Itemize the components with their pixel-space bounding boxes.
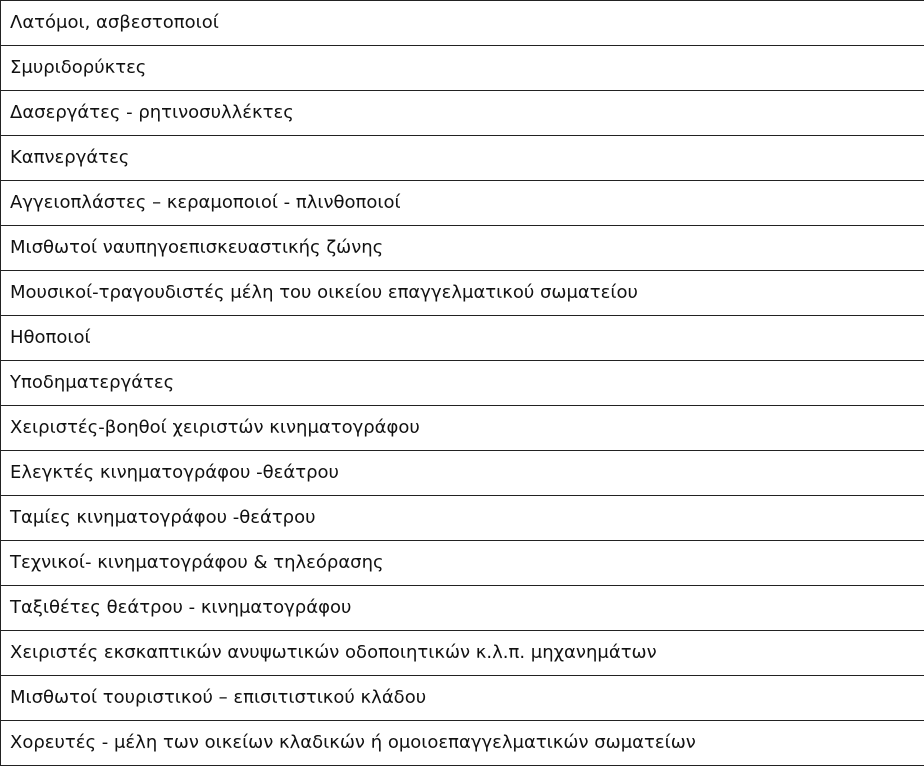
table-row [1,136,924,181]
table-cell: Χορευτές - μέλη των οικείων κλαδικών ή ομοιοεπαγγελματικών σωματείων [1,721,924,766]
table-row [1,496,924,541]
table-cell: Λατόμοι, ασβεστοποιοί [1,1,924,46]
table-cell: Ταξιθέτες θεάτρου - κινηματογράφου [1,586,924,631]
table-row [1,361,924,406]
table-cell: Τεχνικοί- κινηματογράφου & τηλεόρασης [1,541,924,586]
table-row [1,451,924,496]
table-cell: Ελεγκτές κινηματογράφου -θεάτρου [1,451,924,496]
table-cell: Σμυριδορύκτες [1,46,924,91]
table-cell: Μισθωτοί ναυπηγοεπισκευαστικής ζώνης [1,226,924,271]
table-row [1,46,924,91]
table-row [1,181,924,226]
table-row [1,91,924,136]
table-cell: Ηθοποιοί [1,316,924,361]
table-cell: Ταμίες κινηματογράφου -θεάτρου [1,496,924,541]
table-cell: Μισθωτοί τουριστικού – επισιτιστικού κλάδου [1,676,924,721]
table-cell: Χειριστές εκσκαπτικών ανυψωτικών οδοποιητικών κ.λ.π. μηχανημάτων [1,631,924,676]
table-cell: Μουσικοί-τραγουδιστές μέλη του οικείου επαγγελματικού σωματείου [1,271,924,316]
table-cell: Δασεργάτες - ρητινοσυλλέκτες [1,91,924,136]
table-row [1,271,924,316]
table-cell: Χειριστές-βοηθοί χειριστών κινηματογράφου [1,406,924,451]
table-cell: Καπνεργάτες [1,136,924,181]
table-row [1,541,924,586]
table-row [1,1,924,46]
table-row [1,226,924,271]
table-row [1,406,924,451]
table-row [1,676,924,721]
table-row [1,586,924,631]
table-row [1,631,924,676]
table-row [1,721,924,766]
table-row [1,316,924,361]
occupations-table-body [1,1,924,766]
table-cell: Υποδηματεργάτες [1,361,924,406]
table-cell: Αγγειοπλάστες – κεραμοποιοί - πλινθοποιοί [1,181,924,226]
